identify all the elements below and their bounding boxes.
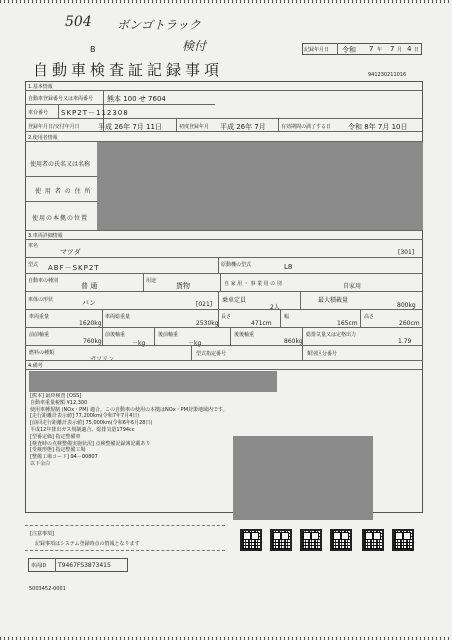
use-label: 用途 <box>146 278 157 284</box>
issue-month: 7 <box>390 45 395 53</box>
usage-base-label: 使用の本拠の位置 <box>32 215 89 222</box>
issue-year-unit: 年 <box>377 47 383 53</box>
body-code: [021] <box>196 301 213 308</box>
remark-line: [型番定価] 指定整備車 <box>30 433 81 440</box>
expiry-value: 令和 8年 7月 10日 <box>348 123 408 131</box>
load-value: 800kg <box>397 302 416 309</box>
maker-value: マツダ <box>60 248 81 256</box>
section2-heading: 2.使用者情報 <box>28 135 58 141</box>
use-value: 貨物 <box>176 282 190 290</box>
letter-mark: B <box>90 45 96 54</box>
rf-axle-label: 後前軸重 <box>158 332 179 338</box>
class-no-label: 類別区分番号 <box>307 351 338 357</box>
length-label: 長さ <box>221 314 232 320</box>
rr-axle-label: 後後軸重 <box>234 332 255 338</box>
user-address-label: 使 用 者 の 住 所 <box>35 188 92 195</box>
record-code: 941230211016 <box>368 72 407 78</box>
qr-code-icon <box>392 529 414 551</box>
remark-line: [走行距離計表示値] 77,200km(令和7年7月4日) <box>30 413 140 420</box>
issue-year: 7 <box>369 45 374 53</box>
qr-code-icon <box>330 529 352 551</box>
document-title: 自動車検査証記録事項 <box>33 61 224 79</box>
reg-number-value: 熊本 100 せ 7604 <box>107 95 166 103</box>
weight-label: 車両重量 <box>29 314 50 320</box>
vin-value: SKP2T－112308 <box>61 109 129 117</box>
first-reg-value: 平成 26年 7月 11日 <box>98 123 162 131</box>
section3-heading: 3.車両詳細情報 <box>28 233 63 239</box>
maker-label: 車名 <box>28 243 39 249</box>
section1-heading: 1.基本情報 <box>28 84 53 90</box>
capacity-value: 2人 <box>270 304 280 311</box>
engine-label: 原動機の型式 <box>221 262 252 268</box>
car-id-label: 車両ID <box>31 563 47 569</box>
remarks-list <box>30 393 235 468</box>
capacity-label: 乗車定員 <box>222 297 247 304</box>
ff-axle-label: 前前軸重 <box>29 332 50 338</box>
width-label: 幅 <box>284 314 290 320</box>
qr-code-icon <box>362 529 384 551</box>
first-year-value: 平成 26年 7月 <box>220 123 266 131</box>
kind-value: 普 通 <box>81 282 98 290</box>
issue-era: 令和 <box>342 46 356 54</box>
height-value: 260cm <box>399 320 420 327</box>
issue-day-unit: 日 <box>414 47 420 53</box>
ff-axle-value: 760kg <box>83 338 102 345</box>
gross-label: 車両総重量 <box>105 314 131 320</box>
issue-day: 4 <box>407 45 412 53</box>
body-value: バン <box>82 299 96 307</box>
remark-line: 使用車種規制 (NOx・PM) 適合。この自動車の使用の本拠はNOx・PM対策地域内です。 <box>30 406 228 413</box>
qr-code-icon <box>270 529 292 551</box>
qr-code-icon <box>240 529 262 551</box>
biz-value: 自家用 <box>343 283 362 290</box>
document-number: 5003452-0001 <box>29 586 66 592</box>
displacement-label: 総排気量又は定格出力 <box>306 332 357 338</box>
notice-text: 記録事項はシステム登録時点の情報となります <box>35 541 140 547</box>
weight-value: 1620kg <box>79 320 102 327</box>
remark-line: [受検形態] 指定整備工場 <box>30 447 86 454</box>
first-year-label: 初度登録年月 <box>179 124 210 130</box>
remark-line: [整備工場コード] 94－00807 <box>30 454 98 461</box>
vin-label: 車台番号 <box>28 110 49 116</box>
remark-line: 自動車重量税額 ¥12,300 <box>30 399 88 406</box>
user-name-label: 使用者の氏名又は名称 <box>30 161 91 168</box>
remark-line: 平成12年排出ガス規制適合、総排気量1794cc <box>30 426 135 433</box>
first-reg-label: 登録年月日/交付年月日 <box>28 124 80 130</box>
handwritten-vehicle: ボンゴトラック <box>117 18 201 32</box>
gross-value: 2530kg <box>196 320 219 327</box>
remark-line: [検査時の点検整備実施状況] 点検整備記録簿記載あり <box>30 440 151 447</box>
biz-label: 自 家 用 ・ 事 業 用 の 別 <box>224 281 282 287</box>
remark-line: 以下余白 <box>30 460 51 467</box>
model-label: 型式 <box>28 262 39 268</box>
car-id-value: T9467FS3873415 <box>58 562 111 569</box>
fuel-value: ガソリン <box>90 356 115 363</box>
maker-code: [301] <box>398 249 415 256</box>
section4-heading: 4.備考 <box>28 363 43 369</box>
handwritten-status: 検付 <box>182 39 207 53</box>
rf-axle-value: －kg <box>188 340 202 347</box>
load-label: 最大積載量 <box>318 297 349 304</box>
kind-label: 自動車の種別 <box>28 278 59 284</box>
fuel-label: 燃料の種類 <box>29 350 55 356</box>
redacted-remark-bottom <box>233 436 373 520</box>
rr-axle-value: 860kg <box>284 338 303 345</box>
fr-axle-value: －kg <box>132 340 146 347</box>
fr-axle-label: 前後軸重 <box>105 332 126 338</box>
qr-code-icon <box>300 529 322 551</box>
length-value: 471cm <box>251 320 272 327</box>
type-no-label: 型式指定番号 <box>196 351 227 357</box>
redacted-user-info <box>97 142 423 230</box>
remark-line: [熊本] 最終検査 [OSS] <box>30 393 82 399</box>
remark-line: [前回走行距離計表示値] 75,000km(令和6年6月28日) <box>30 420 153 427</box>
issue-month-unit: 月 <box>397 47 403 53</box>
issue-date-label: 記録年月日 <box>304 47 330 53</box>
reg-number-label: 自動車登録番号又は車両番号 <box>28 96 94 102</box>
height-label: 高さ <box>364 314 375 320</box>
expiry-label: 有効期間の満了する日 <box>281 124 332 130</box>
scan-top-edge <box>0 0 452 3</box>
redacted-remark-top <box>29 371 277 392</box>
width-value: 165cm <box>337 320 358 327</box>
body-label: 車体の形状 <box>28 297 54 303</box>
model-value: ABF－SKP2T <box>48 264 100 272</box>
handwritten-number: 504 <box>65 14 92 30</box>
engine-value: L8 <box>284 263 293 271</box>
displacement-value: 1.79 <box>398 338 412 345</box>
notice-heading: [注意事項] <box>30 531 54 537</box>
